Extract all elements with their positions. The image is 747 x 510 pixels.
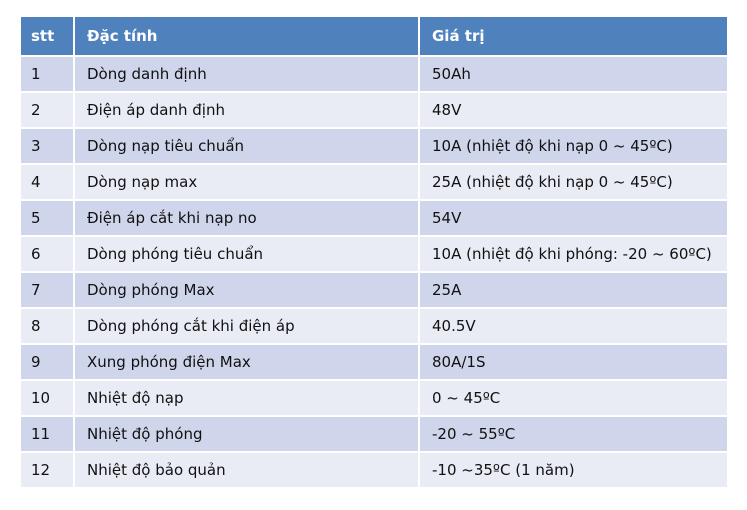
row-property: Dòng phóng Max <box>75 273 420 309</box>
row-stt: 2 <box>21 93 75 129</box>
table-row <box>21 201 727 237</box>
row-property: Điện áp danh định <box>75 93 420 129</box>
header-value: Giá trị <box>420 17 727 57</box>
row-value: -10 ~35ºC (1 năm) <box>420 453 727 489</box>
row-property: Xung phóng điện Max <box>75 345 420 381</box>
row-property: Nhiệt độ phóng <box>75 417 420 453</box>
row-stt: 8 <box>21 309 75 345</box>
row-value: 48V <box>420 93 727 129</box>
row-value: 54V <box>420 201 727 237</box>
row-property: Dòng phóng cắt khi điện áp <box>75 309 420 345</box>
table-row <box>21 93 727 129</box>
table-row <box>21 165 727 201</box>
row-property: Nhiệt độ bảo quản <box>75 453 420 489</box>
header-property: Đặc tính <box>75 17 420 57</box>
row-property: Điện áp cắt khi nạp no <box>75 201 420 237</box>
table-header-row <box>21 17 727 57</box>
row-value: -20 ~ 55ºC <box>420 417 727 453</box>
row-stt: 10 <box>21 381 75 417</box>
row-stt: 1 <box>21 57 75 93</box>
table-row <box>21 237 727 273</box>
table-row <box>21 57 727 93</box>
row-stt: 5 <box>21 201 75 237</box>
table-row <box>21 273 727 309</box>
row-value: 10A (nhiệt độ khi phóng: -20 ~ 60ºC) <box>420 237 727 273</box>
row-stt: 6 <box>21 237 75 273</box>
row-value: 80A/1S <box>420 345 727 381</box>
row-property: Dòng phóng tiêu chuẩn <box>75 237 420 273</box>
table-row <box>21 417 727 453</box>
row-value: 25A <box>420 273 727 309</box>
row-stt: 11 <box>21 417 75 453</box>
row-value: 25A (nhiệt độ khi nạp 0 ~ 45ºC) <box>420 165 727 201</box>
row-value: 50Ah <box>420 57 727 93</box>
row-stt: 4 <box>21 165 75 201</box>
row-property: Dòng danh định <box>75 57 420 93</box>
table-row <box>21 345 727 381</box>
row-stt: 3 <box>21 129 75 165</box>
table-row <box>21 129 727 165</box>
row-stt: 12 <box>21 453 75 489</box>
row-property: Nhiệt độ nạp <box>75 381 420 417</box>
row-property: Dòng nạp max <box>75 165 420 201</box>
table-row <box>21 453 727 489</box>
table-row <box>21 309 727 345</box>
header-stt: stt <box>21 17 75 57</box>
row-value: 40.5V <box>420 309 727 345</box>
table-body <box>21 57 727 489</box>
table-row <box>21 381 727 417</box>
row-value: 10A (nhiệt độ khi nạp 0 ~ 45ºC) <box>420 129 727 165</box>
row-stt: 9 <box>21 345 75 381</box>
row-stt: 7 <box>21 273 75 309</box>
spec-table <box>21 17 727 489</box>
row-value: 0 ~ 45ºC <box>420 381 727 417</box>
row-property: Dòng nạp tiêu chuẩn <box>75 129 420 165</box>
